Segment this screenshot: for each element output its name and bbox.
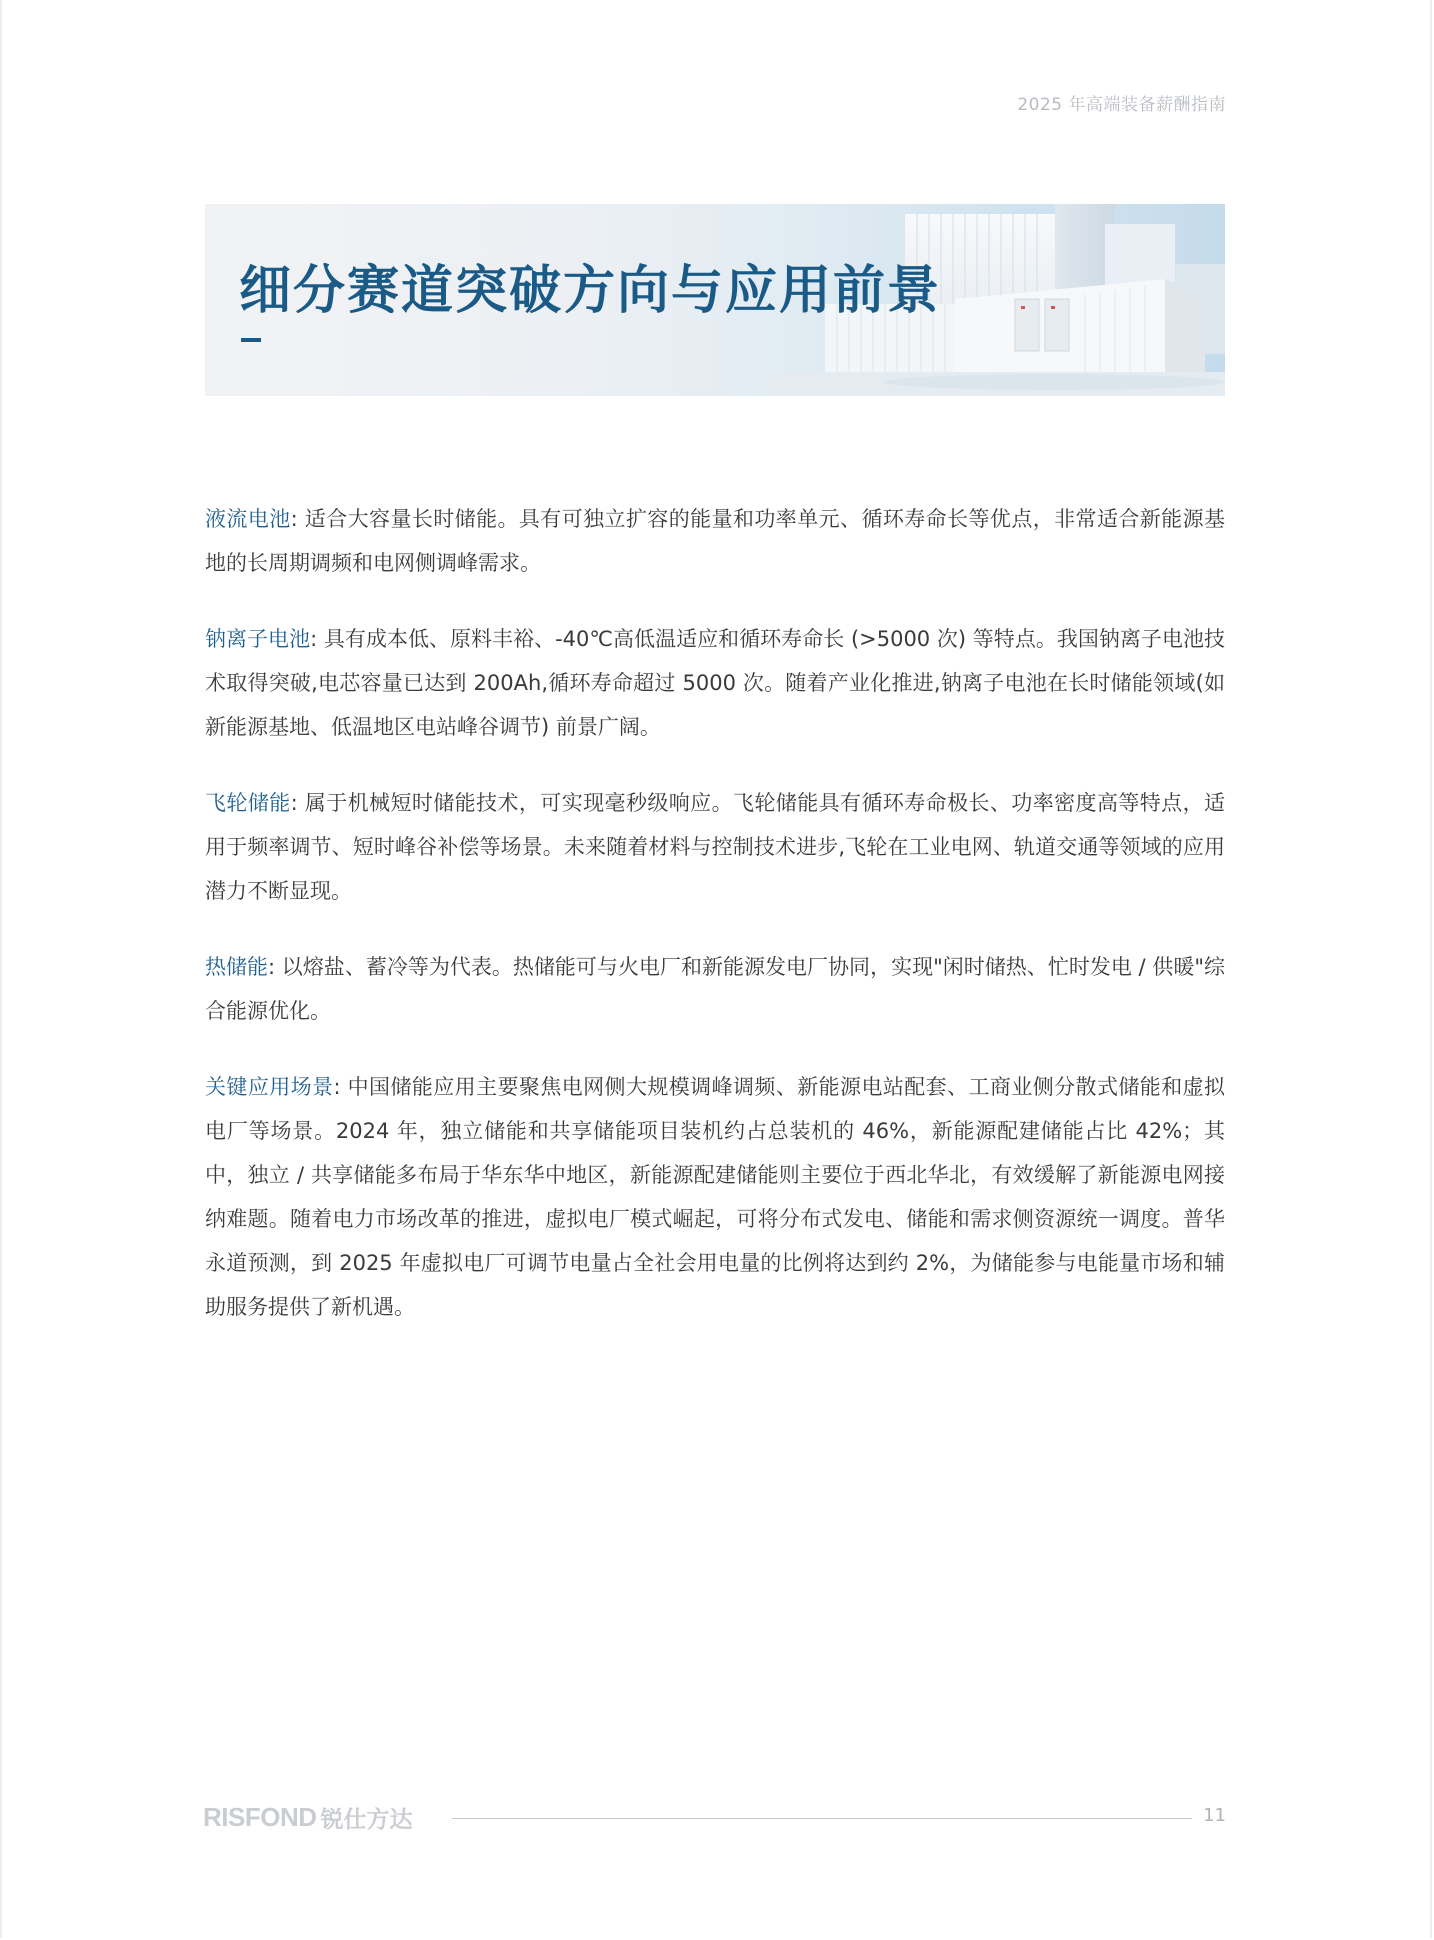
brand-name-cn: 锐仕方达 — [320, 1806, 413, 1833]
brand-logo — [203, 1800, 413, 1834]
paragraph-text: : 以熔盐、蓄冷等为代表。热储能可与火电厂和新能源发电厂协同，实现"闲时储热、忙时发电 / 供暖"综合能源优化。 — [205, 955, 1225, 1023]
running-header: 2025 年高端装备薪酬指南 — [1017, 95, 1226, 115]
section-banner — [205, 204, 1225, 396]
paragraph-text: : 具有成本低、原料丰裕、-40℃高低温适应和循环寿命长 (>5000 次) 等特点。我国钠离子电池技术取得突破,电芯容量已达到 200Ah,循环寿命超过 5000 次。随着产业化推进,钠离子电池在长时储能领域(如新能源基地、低温地区电站峰谷调节) 前景广阔。 — [205, 627, 1225, 739]
page-title: 细分赛道突破方向与应用前景 — [239, 260, 942, 321]
page-number: 11 — [1203, 1805, 1226, 1826]
footer-divider — [452, 1818, 1192, 1819]
paragraph-text: : 属于机械短时储能技术，可实现毫秒级响应。飞轮储能具有循环寿命极长、功率密度高等特点，适用于频率调节、短时峰谷补偿等场景。未来随着材料与控制技术进步,飞轮在工业电网、轨道交通等领域的应用潜力不断显现。 — [205, 791, 1225, 903]
paragraph-sodium-ion — [205, 617, 1225, 749]
term-label: 钠离子电池 — [205, 627, 311, 651]
paragraph-text: : 适合大容量长时储能。具有可独立扩容的能量和功率单元、循环寿命长等优点，非常适合新能源基地的长周期调频和电网侧调峰需求。 — [205, 507, 1225, 575]
paragraph-text: : 中国储能应用主要聚焦电网侧大规模调峰调频、新能源电站配套、工商业侧分散式储能和虚拟电厂等场景。2024 年，独立储能和共享储能项目装机约占总装机的 46%，新能源配建储能占比 42%；其中，独立 / 共享储能多布局于华东华中地区，新能源配建储能则主要位于西北华北，有效缓解了新能源电网接纳难题。随着电力市场改革的推进，虚拟电厂模式崛起，可将分布式发电、储能和需求侧资源统一调度。普华永道预测，到 2025 年虚拟电厂可调节电量占全社会用电量的比例将达到约 2%，为储能参与电能量市场和辅助服务提供了新机遇。 — [205, 1075, 1226, 1319]
title-dash — [241, 338, 261, 342]
article-body — [205, 497, 1225, 1361]
brand-name-en: RISFOND — [203, 1801, 317, 1832]
paragraph-applications — [205, 1065, 1225, 1329]
term-label: 热储能 — [205, 955, 269, 979]
paragraph-flywheel — [205, 781, 1225, 913]
term-label: 液流电池 — [205, 507, 291, 531]
paragraph-thermal — [205, 945, 1225, 1033]
term-label: 关键应用场景 — [205, 1075, 334, 1099]
term-label: 飞轮储能 — [205, 791, 291, 815]
paragraph-flow-battery — [205, 497, 1225, 585]
